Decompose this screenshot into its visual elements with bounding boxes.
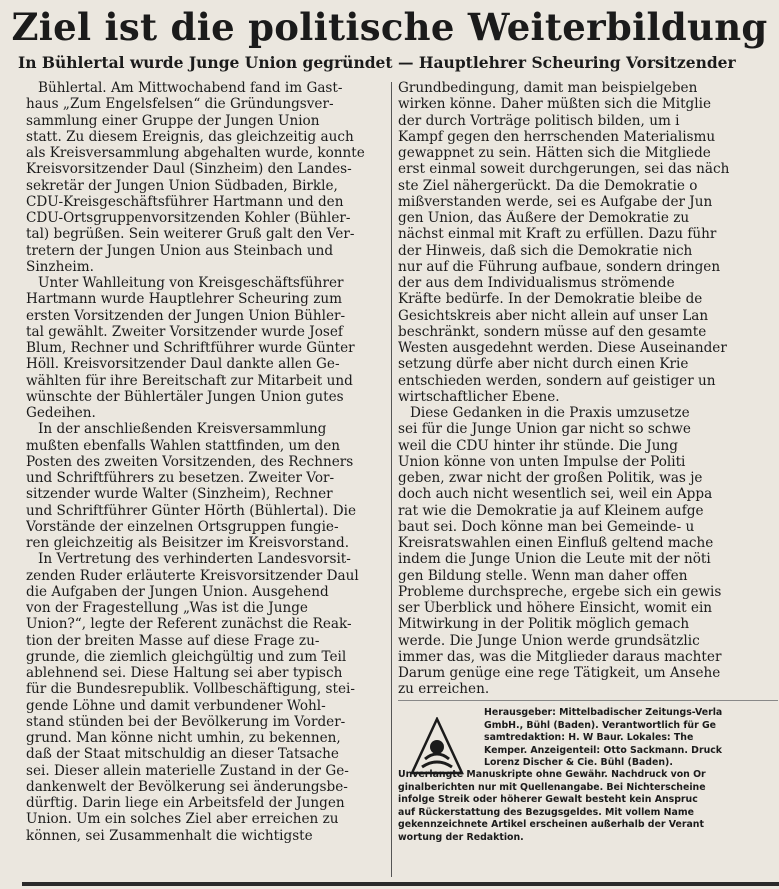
text-line: gen Bildung stelle. Wenn man daher offen [398,567,688,584]
text-line: Diese Gedanken in die Praxis umzusetze [410,405,690,421]
text-line: ginalberichten nur mit Quellenangabe. Bei Nichterscheine [398,781,706,793]
text-line: sei für die Junge Union gar nicht so schwe [398,421,691,438]
bottom-rule [22,882,779,886]
text-line: gende Löhne und damit verbundener Wohl- [26,697,326,714]
text-line: können, sei Zusammenhalt die wichtigste [26,827,313,844]
text-line: erst einmal soweit durchgerungen, sei das näch [398,161,730,178]
text-line: Hartmann wurde Hauptlehrer Scheuring zum [26,291,343,308]
imprint-notice [398,769,778,844]
text-line: sitzender wurde Walter (Sinzheim), Rechner [26,486,333,503]
text-line: auf Rückerstattung des Bezugsgeldes. Mit vollem Name [398,806,694,818]
text-line: immer das, was die Mitglieder daraus machter [398,648,722,665]
text-line: Kreisratswahlen einen Einfluß geltend mache [398,535,714,551]
text-line: wortung der Redaktion. [398,831,524,843]
text-line: tal) begrüßen. Sein weiterer Gruß galt den Ver- [26,226,355,243]
text-line: baut sei. Doch könne man bei Gemeinde- u [398,518,695,535]
text-line: ablehnend sei. Diese Haltung sei aber typisch [26,665,343,681]
text-line: Westen ausgedehnt werden. Diese Auseinander [398,340,727,356]
text-line: grunde, die ziemlich gleichgültig und zum Teil [26,648,347,665]
text-line: ren gleichzeitig als Beisitzer im Kreisvorstand. [26,535,350,551]
text-line: für die Bundesrepublik. Vollbeschäftigung, stei- [26,681,355,698]
text-line: und Schriftführer Günter Hörth (Bühlertal). Die [26,502,357,519]
text-line: mußten ebenfalls Wahlen stattfinden, um den [26,437,341,454]
text-line: wählten für ihre Bereitschaft zur Mitarbeit und [26,372,353,389]
text-line: Höll. Kreisvorsitzender Daul dankte allen Ge- [26,356,340,373]
text-line: Bühlertal. Am Mittwochabend fand im Gast- [38,80,343,96]
text-line: indem die Junge Union die Leute mit der nöti [398,551,711,568]
article-column-right [398,80,776,698]
text-line: geben, zwar nicht der großen Politik, was je [398,470,703,486]
text-line: Grundbedingung, damit man beispielgeben [398,80,698,96]
text-line: statt. Zu diesem Ereignis, das gleichzeitig auch [26,128,354,145]
text-line: weil die CDU hinter ihr stünde. Die Jung [398,437,678,454]
text-line: Posten des zweiten Vorsitzenden, des Rechners [26,453,354,470]
text-line: wünschte der Bühlertäler Jungen Union gutes [26,388,344,405]
text-line: samtredaktion: H. W Baur. Lokales: The [484,732,694,743]
text-line: tion der breiten Masse auf diese Frage zu- [26,632,320,649]
text-line: und Schriftführers zu besetzen. Zweiter Vor- [26,470,335,486]
text-line: tal gewählt. Zweiter Vorsitzender wurde Josef [26,323,343,340]
text-line: zu erreichen. [398,681,490,698]
text-line: von der Fragestellung „Was ist die Junge [26,600,308,616]
text-line: CDU-Ortsgruppenvorsitzenden Kohler (Bühler- [26,210,351,226]
text-line: wirken könne. Daher müßten sich die Mitglie [398,96,711,113]
text-line: daß der Staat mitschuldig an dieser Tatsache [26,746,339,763]
text-line: Herausgeber: Mittelbadischer Zeitungs-Verla [484,707,723,718]
text-line: dürftig. Darin liege ein Arbeitsfeld der Jungen [26,795,345,811]
text-line: die Aufgaben der Jungen Union. Ausgehend [26,583,329,600]
text-line: Unter Wahlleitung von Kreisgeschäftsführer [38,275,344,291]
text-line: zenden Ruder erläuterte Kreisvorsitzender Daul [26,567,359,584]
text-line: der Hinweis, daß sich die Demokratie nich [398,242,693,259]
text-line: ser Überblick und höhere Einsicht, womit ein [398,600,713,616]
subheadline: In Bühlertal wurde Junge Union gegründet — Hauptlehrer Scheuring Vorsitzender [18,53,736,72]
article-column-left [26,80,386,844]
text-line: der durch Vorträge politisch bilden, um i [398,112,680,129]
text-line: Darum genüge eine rege Tätigkeit, um Ansehe [398,665,721,681]
text-line: gen Union, das Äußere der Demokratie zu [398,210,690,226]
text-line: In der anschließenden Kreisversammlung [38,421,327,438]
text-line: grund. Man könne nicht umhin, zu bekennen, [26,730,341,746]
text-line: Union. Um ein solches Ziel aber erreichen zu [26,811,339,828]
text-line: setzung dürfe aber nicht durch einen Krie [398,356,689,373]
text-line: Gesichtskreis aber nicht allein auf unser Lan [398,307,709,324]
text-line: ersten Vorsitzenden der Jungen Union Bühler- [26,307,346,324]
text-line: Vorstände der einzelnen Ortsgruppen fungie- [26,518,339,535]
text-line: Kreisvorsitzender Daul (Sinzheim) den Landes- [26,161,352,178]
text-line: Sinzheim. [26,258,94,275]
text-line: infolge Streik oder höherer Gewalt besteht kein Anspruc [398,794,698,805]
text-line: In Vertretung des verhinderten Landesvorsit- [38,551,351,568]
text-line: tretern der Jungen Union aus Steinbach und [26,242,334,259]
text-line: Lorenz Discher & Cie. Bühl (Baden). [484,757,673,768]
text-line: nur auf die Führung aufbaue, sondern dringen [398,258,721,275]
imprint-publisher-info [484,707,778,770]
text-line: Union?“, legte der Referent zunächst die Reak- [26,616,352,633]
text-line: nächst einmal mit Kraft zu erfüllen. Dazu führ [398,226,717,243]
text-line: Unverlangte Manuskripte ohne Gewähr. Nachdruck von Or [398,769,706,780]
text-line: Kräfte bedürfe. In der Demokratie bleibe de [398,291,703,308]
text-line: CDU-Kreisgeschäftsführer Hartmann und den [26,193,344,210]
text-line: gewappnet zu sein. Hätten sich die Mitgliede [398,145,711,161]
text-line: GmbH., Bühl (Baden). Verantwortlich für Ge [484,719,717,731]
text-line: sei. Dieser allein materielle Zustand in der Ge- [26,762,349,779]
text-line: Kampf gegen den herrschenden Materialismu [398,128,716,145]
text-line: Kemper. Anzeigenteil: Otto Sackmann. Druck [484,744,723,756]
text-line: Gedeihen. [26,405,96,421]
text-line: wirtschaftlicher Ebene. [398,388,560,405]
text-line: entschieden werden, sondern auf geistiger un [398,372,716,389]
column-divider [391,82,392,877]
headline: Ziel ist die politische Weiterbildung [11,5,768,49]
publisher-logo-icon [410,717,464,777]
text-line: gekennzeichnete Artikel erscheinen außerhalb der Verant [398,819,704,830]
text-line: dankenwelt der Bevölkerung sei änderungsbe- [26,778,348,795]
text-line: mißverstanden werde, sei es Aufgabe der Jun [398,193,713,210]
text-line: ste Ziel nähergerückt. Da die Demokratie o [398,177,698,194]
text-line: Mitwirkung in der Politik möglich gemach [398,616,690,633]
text-line: als Kreisversammlung abgehalten wurde, konnte [26,145,365,161]
imprint-divider [398,700,778,701]
text-line: sekretär der Jungen Union Südbaden, Birkle, [26,177,338,194]
text-line: stand stünden bei der Bevölkerung im Vorder- [26,713,346,730]
text-line: sammlung einer Gruppe der Jungen Union [26,112,320,129]
text-line: Probleme durchspreche, ergebe sich ein gewis [398,583,722,600]
text-line: beschränkt, sondern müsse auf den gesamte [398,323,707,340]
text-line: rat wie die Demokratie ja auf Kleinem aufge [398,502,704,519]
text-line: doch auch nicht wesentlich sei, weil ein Appa [398,486,713,503]
text-line: der aus dem Individualismus strömende [398,275,675,291]
text-line: werde. Die Junge Union werde grundsätzlic [398,632,700,649]
text-line: Blum, Rechner und Schriftführer wurde Günter [26,340,355,356]
imprint-box [398,707,778,871]
text-line: haus „Zum Engelsfelsen“ die Gründungsver- [26,96,334,113]
text-line: Union könne von unten Impulse der Politi [398,453,686,470]
